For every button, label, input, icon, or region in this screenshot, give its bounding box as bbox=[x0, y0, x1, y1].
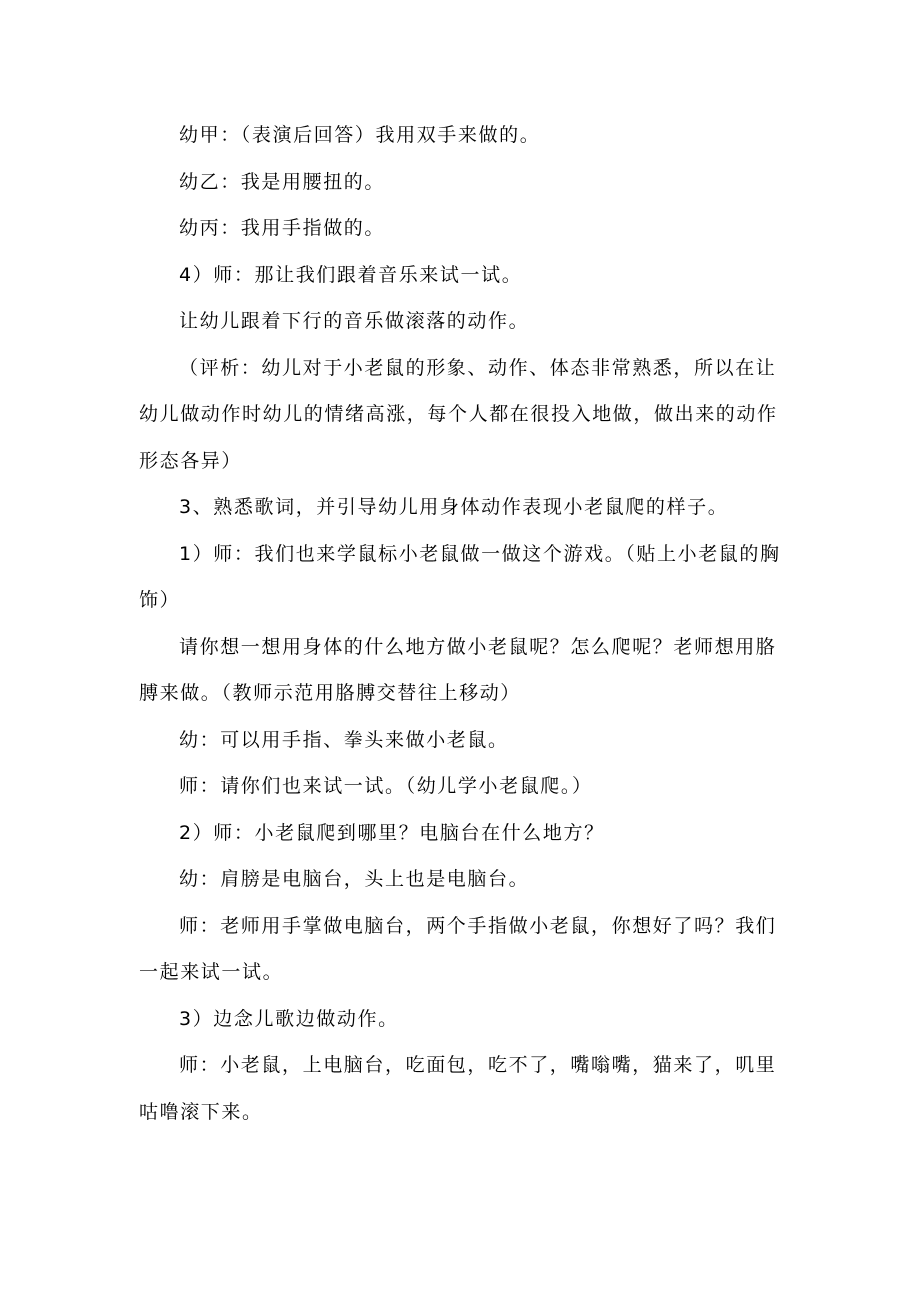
paragraph-16: 师：小老鼠，上电脑台，吃面包，吃不了，嘴嗡嘴，猫来了，叽里咕噜滚下来。 bbox=[139, 1054, 777, 1123]
paragraph-2: 幼乙：我是用腰扭的。 bbox=[179, 170, 386, 193]
paragraph-3: 幼丙：我用手指做的。 bbox=[179, 217, 386, 239]
paragraph-1: 幼甲：（表演后回答）我用双手来做的。 bbox=[179, 124, 541, 146]
paragraph-5: 让幼儿跟着下行的音乐做滚落的动作。 bbox=[179, 310, 530, 332]
paragraph-8: 1）师：我们也来学鼠标小老鼠做一做这个游戏。（贴上小老鼠的胸饰） bbox=[139, 542, 781, 611]
paragraph-14: 师：老师用手掌做电脑台，两个手指做小老鼠，你想好了吗？我们一起来试一试。 bbox=[139, 914, 777, 983]
paragraph-15: 3）边念儿歌边做动作。 bbox=[179, 1007, 399, 1030]
paragraph-10: 幼：可以用手指、拳头来做小老鼠。 bbox=[179, 728, 509, 751]
paragraph-12: 2）师：小老鼠爬到哪里？电脑台在什么地方？ bbox=[179, 821, 605, 844]
paragraph-11: 师：请你们也来试一试。（幼儿学小老鼠爬。） bbox=[179, 775, 593, 797]
paragraph-9: 请你想一想用身体的什么地方做小老鼠呢？怎么爬呢？老师想用胳膊来做。（教师示范用胳膊交替往上移动） bbox=[139, 635, 777, 704]
paragraph-7: 3、熟悉歌词，并引导幼儿用身体动作表现小老鼠爬的样子。 bbox=[179, 496, 729, 518]
document-body bbox=[139, 112, 785, 1135]
paragraph-4: 4）师：那让我们跟着音乐来试一试。 bbox=[179, 263, 523, 286]
paragraph-13: 幼：肩膀是电脑台，头上也是电脑台。 bbox=[179, 868, 530, 890]
paragraph-6: （评析：幼儿对于小老鼠的形象、动作、体态非常熟悉，所以在让幼儿做动作时幼儿的情绪高涨，每个人都在很投入地做，做出来的动作形态各异） bbox=[139, 356, 778, 472]
